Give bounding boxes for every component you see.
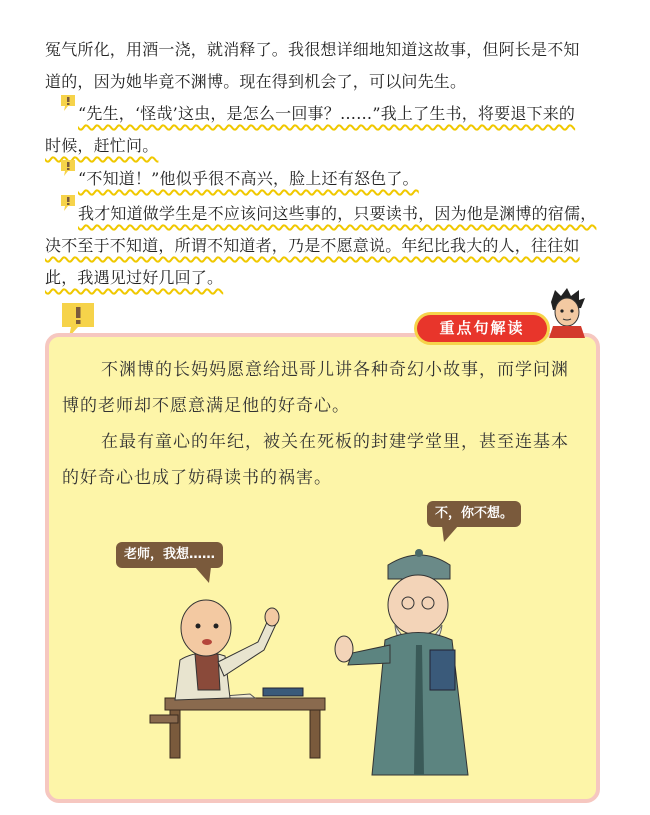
story-line-7: 决不至于不知道，所谓不知道者，乃是不愿意说。年纪比我大的人，往往如 (45, 236, 580, 255)
story-line-6: 我才知道做学生是不应该问这些事的，只要读书，因为他是渊博的宿儒， (78, 204, 597, 223)
story-line-1: 冤气所化，用酒一浇，就消释了。我很想详细地知道这故事，但阿长是不知 (45, 40, 580, 59)
story-line-3: “先生，‘怪哉’这虫，是怎么一回事？……”我上了生书，将要退下来的 (78, 104, 576, 123)
key-line-1: 不渊博的长妈妈愿意给迅哥儿讲各种奇幻小故事，而学问渊 (101, 360, 569, 380)
key-line-2: 博的老师却不愿意满足他的好奇心。 (62, 396, 350, 416)
story-line-8: 此，我遇见过好几回了。 (45, 268, 224, 287)
teacher-speech-bubble: 不，你不想。 (427, 501, 521, 527)
story-line-5: “不知道！”他似乎很不高兴，脸上还有怒色了。 (78, 169, 419, 188)
exclamation-icon (58, 193, 78, 213)
bubble-tail (195, 567, 215, 585)
student-illustration (140, 590, 340, 760)
story-line-4: 时候，赶忙问。 (45, 136, 159, 155)
exclamation-icon (58, 158, 78, 178)
bubble-tail (442, 526, 462, 544)
exclamation-icon (58, 93, 78, 113)
key-sentence-tag: 重点句解读 (417, 315, 547, 342)
boy-character-icon (545, 286, 590, 338)
key-line-4: 的好奇心也成了妨碍读书的祸害。 (62, 468, 332, 488)
teacher-illustration (330, 545, 500, 780)
story-line-2: 道的，因为她毕竟不渊博。现在得到机会了，可以问先生。 (45, 72, 467, 91)
student-speech-bubble: 老师，我想…… (116, 542, 223, 568)
key-line-3: 在最有童心的年纪，被关在死板的封建学堂里，甚至连基本 (101, 432, 569, 452)
